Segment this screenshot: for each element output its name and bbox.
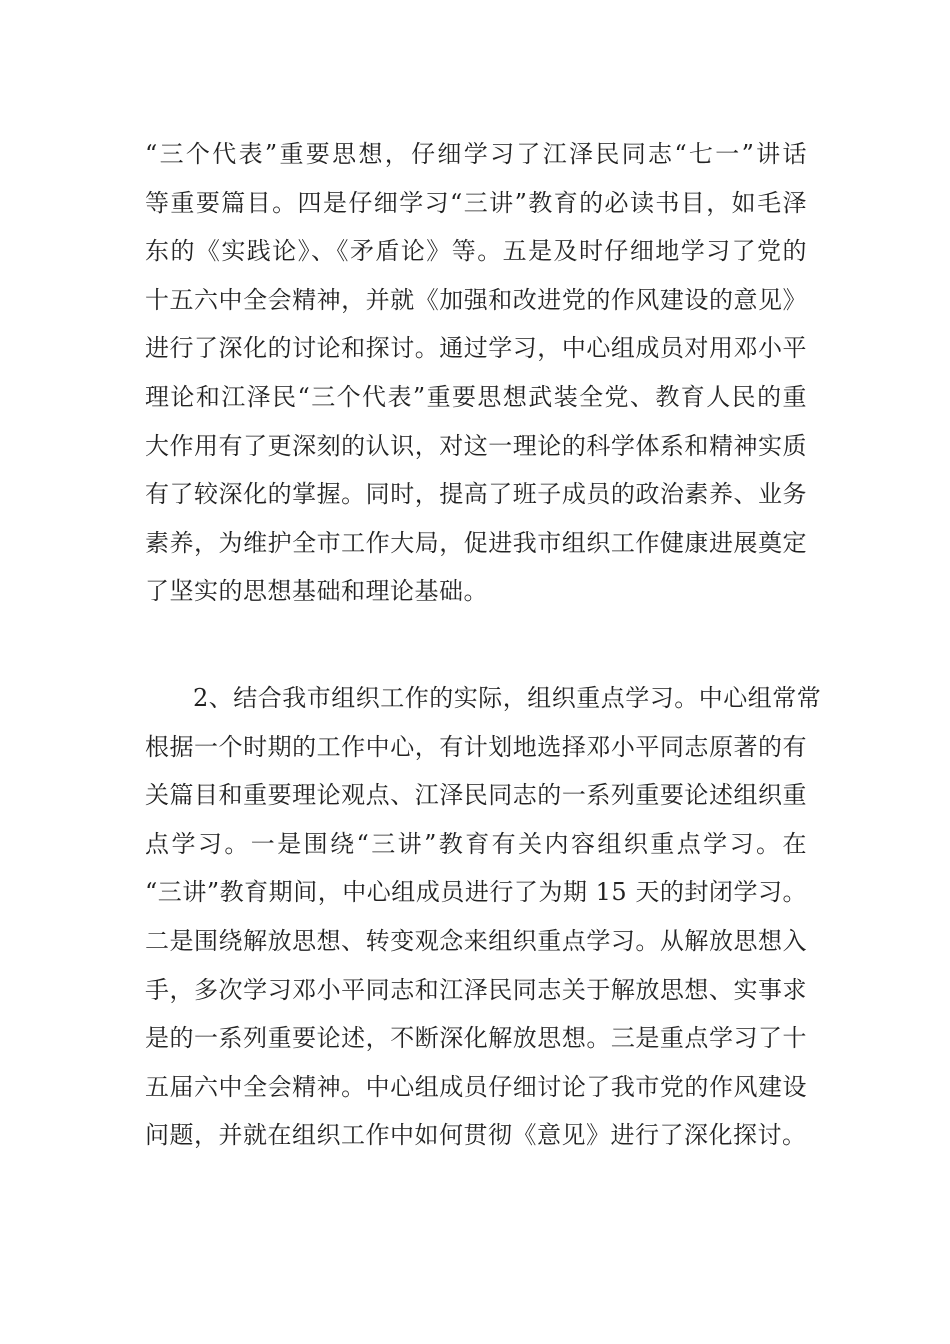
paragraph-line: 五届六中全会精神。中心组成员仔细讨论了我市党的作风建设 bbox=[145, 1072, 807, 1101]
paragraph-line: “三讲”教育期间，中心组成员进行了为期 15 天的封闭学习。 bbox=[145, 878, 807, 907]
paragraph-2 bbox=[145, 674, 822, 1160]
paragraph-line: 根据一个时期的工作中心，有计划地选择邓小平同志原著的有 bbox=[145, 732, 807, 761]
paragraph-line: 点学习。一是围绕“三讲”教育有关内容组织重点学习。在 bbox=[145, 829, 807, 858]
paragraph-line: 大作用有了更深刻的认识，对这一理论的科学体系和精神实质 bbox=[145, 431, 807, 460]
paragraph-line: 是的一系列重要论述，不断深化解放思想。三是重点学习了十 bbox=[145, 1024, 807, 1053]
paragraph-line: 东的《实践论》、《矛盾论》等。五是及时仔细地学习了党的 bbox=[145, 237, 807, 266]
paragraph-line: 二是围绕解放思想、转变观念来组织重点学习。从解放思想入 bbox=[145, 926, 807, 955]
paragraph-line: 进行了深化的讨论和探讨。通过学习，中心组成员对用邓小平 bbox=[145, 334, 807, 363]
paragraph-line: 理论和江泽民“三个代表”重要思想武装全党、教育人民的重 bbox=[145, 382, 807, 411]
paragraph-line: 了坚实的思想基础和理论基础。 bbox=[145, 577, 488, 606]
paragraph-1 bbox=[145, 130, 807, 616]
paragraph-line: 等重要篇目。四是仔细学习“三讲”教育的必读书目，如毛泽 bbox=[145, 188, 807, 217]
paragraph-line: “三个代表”重要思想，仔细学习了江泽民同志“七一”讲话 bbox=[145, 140, 807, 168]
paragraph-line: 关篇目和重要理论观点、江泽民同志的一系列重要论述组织重 bbox=[145, 781, 807, 810]
paragraph-line: 素养，为维护全市工作大局，促进我市组织工作健康进展奠定 bbox=[145, 528, 807, 557]
paragraph-line: 十五六中全会精神，并就《加强和改进党的作风建设的意见》 bbox=[145, 285, 807, 314]
paragraph-line: 2、结合我市组织工作的实际，组织重点学习。中心组常常 bbox=[193, 684, 822, 712]
paragraph-line: 有了较深化的掌握。同时，提高了班子成员的政治素养、业务 bbox=[145, 480, 807, 509]
paragraph-line: 问题，并就在组织工作中如何贯彻《意见》进行了深化探讨。 bbox=[145, 1121, 807, 1150]
paragraph-line: 手，多次学习邓小平同志和江泽民同志关于解放思想、实事求 bbox=[145, 975, 807, 1004]
